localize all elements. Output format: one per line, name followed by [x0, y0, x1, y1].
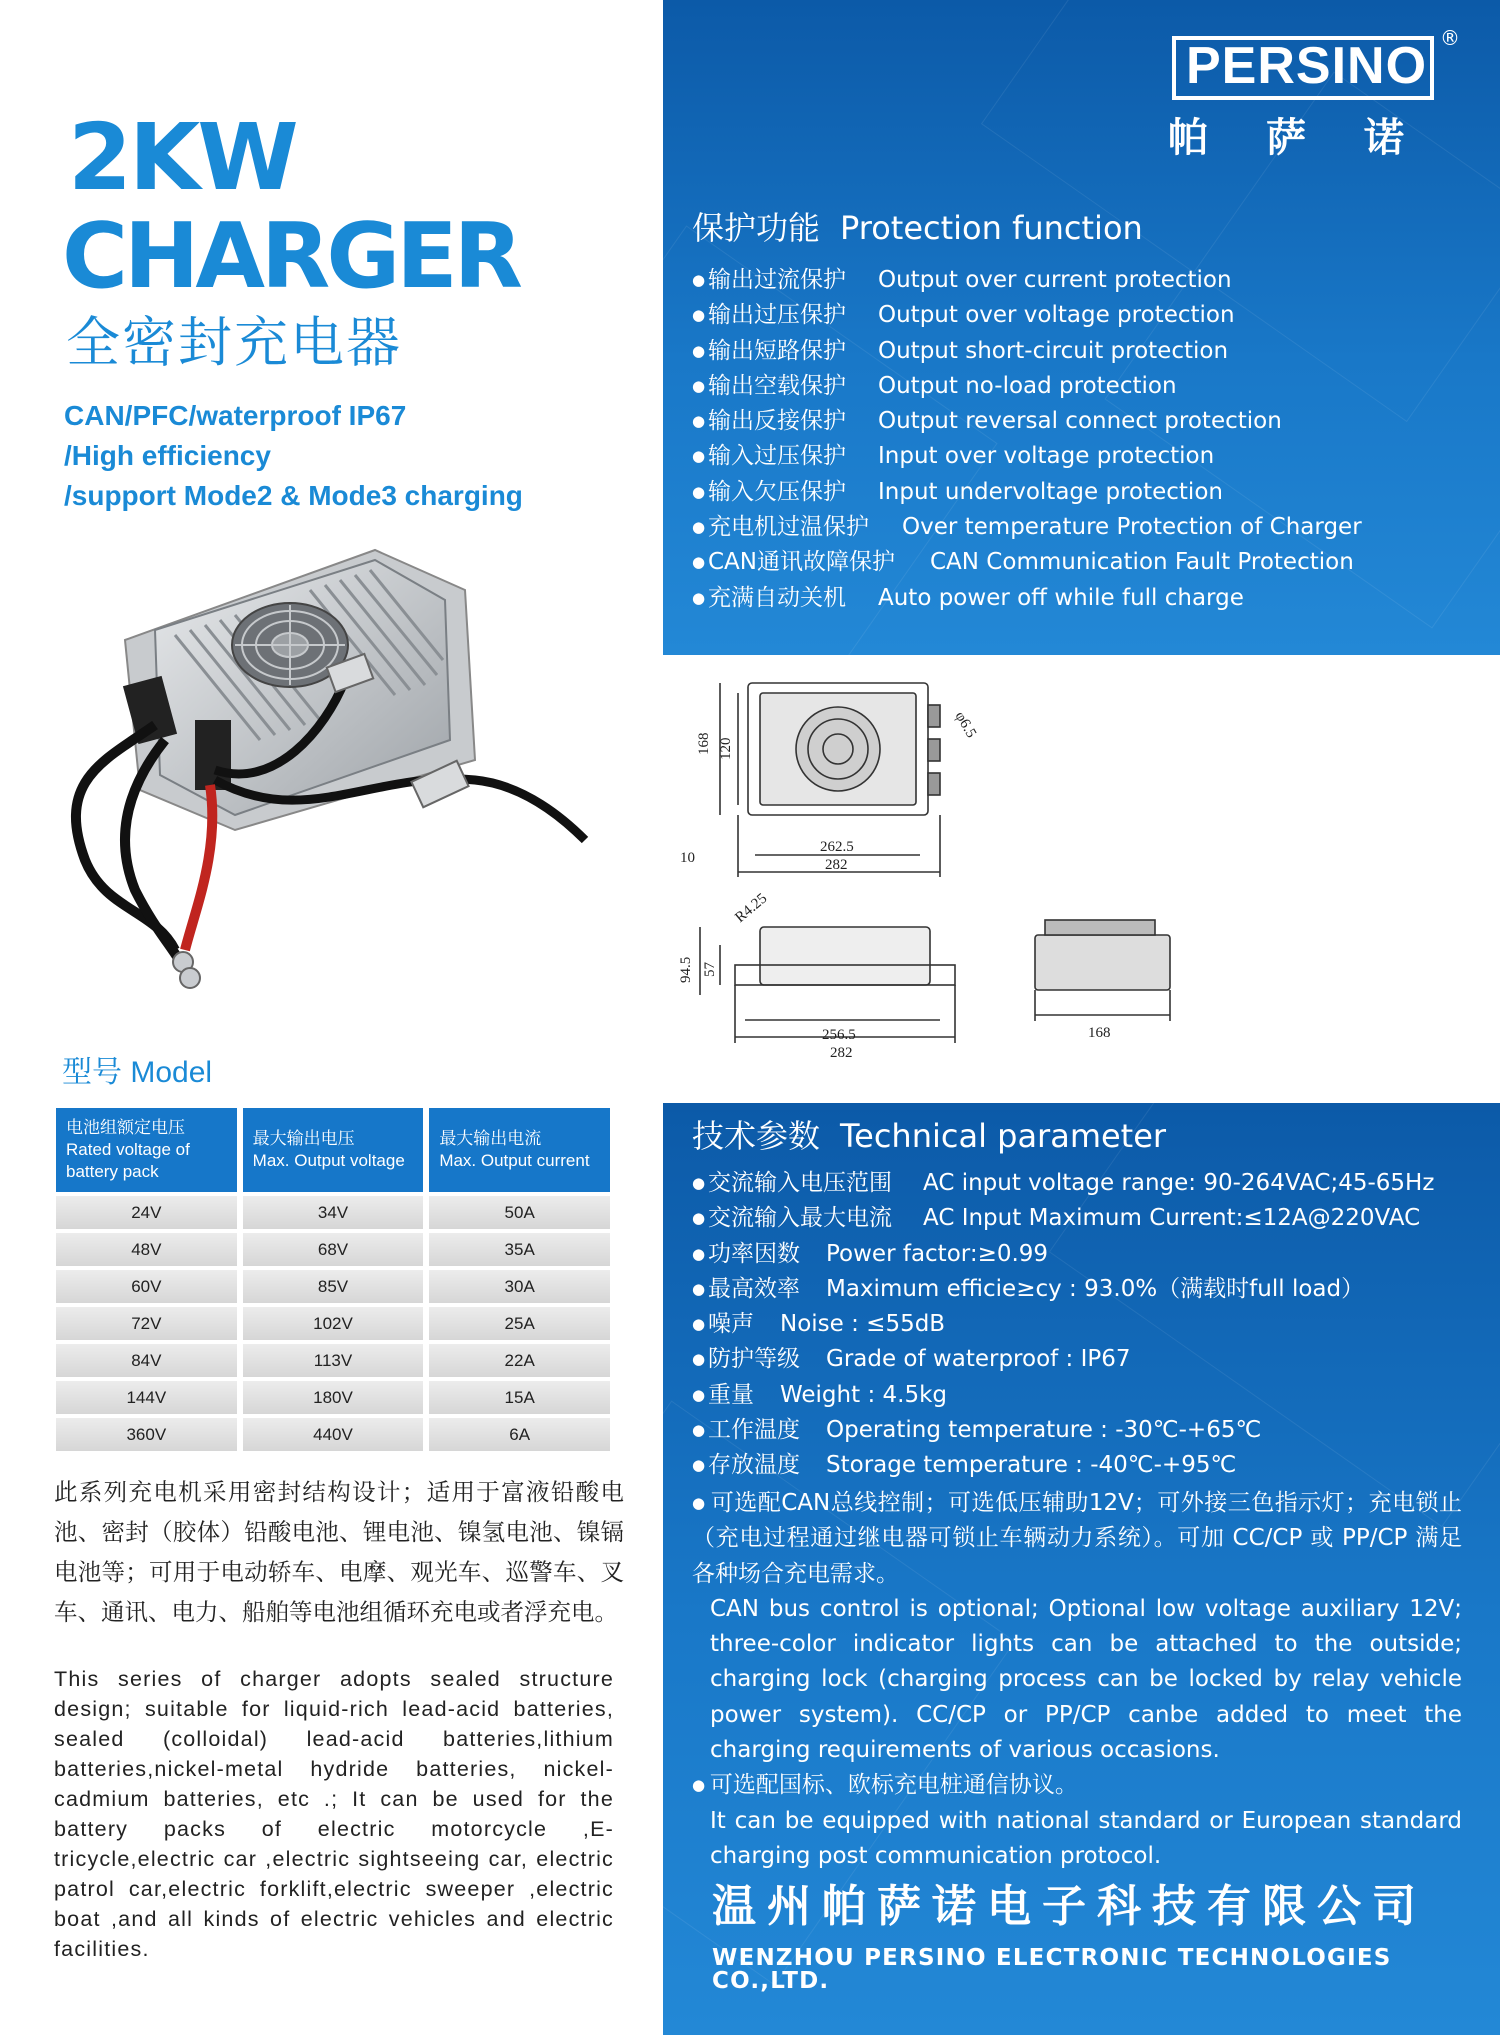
dim-side-w-outer: 282	[830, 1045, 853, 1061]
list-item	[692, 581, 1362, 616]
page-title-line1: 2KW	[68, 104, 296, 211]
item-label-en: Output no-load protection	[878, 372, 1177, 399]
bullet-icon: ●	[692, 1209, 706, 1228]
list-item	[692, 1448, 1434, 1483]
col-header-rated-voltage: 电池组额定电压 Rated voltage of battery pack	[56, 1108, 237, 1192]
technical-options	[692, 1486, 1462, 1874]
list-item	[692, 1272, 1434, 1307]
list-item	[692, 263, 1362, 298]
list-item	[692, 404, 1362, 439]
bullet-icon: ●	[692, 306, 706, 325]
page-title-line2: CHARGER	[62, 204, 519, 309]
table-cell: 144V	[56, 1381, 237, 1414]
list-item	[692, 298, 1362, 333]
left-column	[0, 0, 645, 2035]
item-label-en: Input over voltage protection	[878, 443, 1215, 470]
table-cell: 102V	[243, 1307, 424, 1340]
table-cell: 180V	[243, 1381, 424, 1414]
table-cell: 113V	[243, 1344, 424, 1377]
description-cn: 此系列充电机采用密封结构设计；适用于富液铅酸电池、密封（胶体）铅酸电池、锂电池、镍氢电池、镍镉电池等；可用于电动轿车、电摩、观光车、巡警车、叉车、通讯、电力、船舶等电池组循环充电或者浮充电。	[54, 1478, 624, 1626]
dim-side-radius: R4.25	[732, 890, 771, 927]
bullet-icon: ●	[692, 1421, 706, 1440]
bullet-icon: ●	[692, 447, 706, 466]
dim-side-w-inner: 256.5	[822, 1027, 856, 1043]
bullet-icon: ●	[692, 482, 706, 501]
item-label-en: Power factor:≥0.99	[826, 1240, 1049, 1267]
company-name-en: WENZHOU PERSINO ELECTRONIC TECHNOLOGIES CO.,LTD.	[712, 1945, 1392, 1994]
item-label-en: Maximum efficie≥cy : 93.0%（满载时full load）	[826, 1275, 1365, 1302]
subtitle-line: /support Mode2 & Mode3 charging	[64, 480, 523, 511]
company-name-cn: 温州帕萨诺电子科技有限公司	[712, 1881, 1427, 1932]
list-item	[692, 545, 1362, 580]
col-header-max-voltage: 最大输出电压 Max. Output voltage	[243, 1108, 424, 1192]
table-cell: 35A	[429, 1233, 610, 1266]
brand-name-cn: 帕萨诺	[1168, 115, 1462, 161]
table-cell: 360V	[56, 1418, 237, 1451]
standard-en: It can be equipped with national standard or European standard charging post communication protocol.	[710, 1807, 1462, 1869]
item-label-cn: 防护等级	[708, 1346, 800, 1373]
item-label-cn: 交流输入电压范围	[708, 1170, 892, 1196]
bullet-icon: ●	[692, 518, 706, 537]
bullet-icon: ●	[692, 1244, 706, 1263]
dim-top-offset: 10	[680, 850, 695, 866]
bullet-icon: ●	[692, 588, 706, 607]
dim-top-h-outer: 168	[696, 732, 712, 755]
item-label-cn: 输入过压保护	[708, 443, 846, 470]
item-label-cn: 充满自动关机	[708, 584, 846, 611]
page-title-cn: 全密封充电器	[66, 311, 402, 374]
item-label-cn: 工作温度	[708, 1417, 800, 1444]
description-en: This series of charger adopts sealed structure design; suitable for liquid-rich lead-acid batteries, sealed (colloidal) lead-acid batteries,lithium batteries,nickel-metal hydride batteries, nickel-cadmium batteries, etc .; It can be used for the battery packs of electric motorcycle ,E-tricycle,electric car ,electric sightseeing car, electric patrol car,electric forklift,electric sweeper ,electric boat ,and all kinds of electric vehicles and electric facilities.	[54, 1667, 614, 1961]
bullet-icon: ●	[692, 1174, 706, 1192]
item-label-en: AC Input Maximum Current:≤12A@220VAC	[923, 1205, 1421, 1232]
table-cell: 48V	[56, 1233, 237, 1266]
table-row	[56, 1196, 610, 1229]
standard-cn: ● 可选配国标、欧标充电桩通信协议。	[692, 1772, 1078, 1799]
table-cell: 30A	[429, 1270, 610, 1303]
item-label-cn: 输出过压保护	[708, 302, 846, 329]
table-cell: 84V	[56, 1344, 237, 1377]
dimension-drawings	[650, 665, 1500, 1095]
subtitle-line: CAN/PFC/waterproof IP67	[64, 400, 407, 431]
item-label-cn: 输出空载保护	[708, 372, 846, 399]
dim-top-h-inner: 120	[718, 737, 734, 760]
item-label-cn: 输出反接保护	[708, 408, 846, 435]
table-header-row	[56, 1108, 610, 1192]
table-cell: 440V	[243, 1418, 424, 1451]
item-label-cn: 充电机过温保护	[708, 514, 869, 541]
item-label-en: Operating temperature : -30℃-+65℃	[826, 1417, 1262, 1444]
item-label-cn: 输出过流保护	[708, 267, 846, 293]
item-label-en: Input undervoltage protection	[878, 478, 1223, 505]
item-label-cn: 噪声	[708, 1311, 754, 1338]
table-row	[56, 1233, 610, 1266]
list-item	[692, 1166, 1434, 1201]
item-label-cn: 功率因数	[708, 1240, 800, 1267]
list-item	[692, 369, 1362, 404]
item-label-en: AC input voltage range: 90-264VAC;45-65Hz	[923, 1170, 1435, 1196]
table-row	[56, 1307, 610, 1340]
bullet-icon: ●	[692, 1456, 706, 1475]
bullet-icon: ●	[692, 1350, 706, 1369]
list-item	[692, 1342, 1434, 1377]
bullet-icon: ●	[692, 1315, 706, 1334]
model-table	[50, 1104, 616, 1455]
table-cell: 72V	[56, 1307, 237, 1340]
item-label-cn: 输入欠压保护	[708, 478, 846, 505]
table-cell: 34V	[243, 1196, 424, 1229]
item-label-cn: 存放温度	[708, 1452, 800, 1479]
bullet-icon: ●	[692, 1279, 706, 1298]
item-label-en: CAN Communication Fault Protection	[930, 549, 1354, 576]
table-cell: 60V	[56, 1270, 237, 1303]
item-label-en: Grade of waterproof : IP67	[826, 1346, 1131, 1373]
brand-logo	[1172, 36, 1434, 100]
item-label-en: Storage temperature : -40℃-+95℃	[826, 1452, 1237, 1479]
protection-title: 保护功能 Protection function	[692, 209, 1143, 247]
bullet-icon: ●	[692, 553, 706, 572]
bullet-icon: ●	[692, 376, 706, 395]
technical-title: 技术参数 Technical parameter	[692, 1117, 1167, 1155]
subtitle-line: /High efficiency	[64, 440, 271, 471]
table-cell: 15A	[429, 1381, 610, 1414]
list-item	[692, 1413, 1434, 1448]
technical-list	[692, 1166, 1434, 1484]
model-section-title: 型号 Model	[62, 1056, 213, 1089]
list-item	[692, 475, 1362, 510]
col-header-max-current: 最大输出电流 Max. Output current	[429, 1108, 610, 1192]
item-label-cn: 重量	[708, 1381, 754, 1408]
table-cell: 85V	[243, 1270, 424, 1303]
item-label-cn: 最高效率	[708, 1275, 800, 1302]
item-label-en: Output short-circuit protection	[878, 337, 1229, 364]
table-cell: 68V	[243, 1233, 424, 1266]
item-label-cn: CAN通讯故障保护	[708, 549, 895, 576]
registered-mark: ®	[1440, 26, 1460, 50]
dim-top-w-inner: 262.5	[820, 839, 854, 855]
table-cell: 22A	[429, 1344, 610, 1377]
item-label-en: Auto power off while full charge	[878, 584, 1244, 611]
table-cell: 6A	[429, 1418, 610, 1451]
dim-top-w-outer: 282	[825, 857, 848, 873]
protection-list	[692, 263, 1362, 616]
item-label-en: Output over voltage protection	[878, 302, 1235, 329]
table-row	[56, 1418, 610, 1451]
list-item	[692, 1378, 1434, 1413]
bullet-icon: ●	[692, 271, 706, 289]
table-cell: 50A	[429, 1196, 610, 1229]
dim-side-h-outer: 94.5	[678, 956, 694, 983]
table-cell: 24V	[56, 1196, 237, 1229]
option-en: CAN bus control is optional; Optional low voltage auxiliary 12V; three-color indicator lights can be attached to the outside; charging lock (charging process can be locked by relay vehicle power system). CC/CP or PP/CP canbe added to meet the charging requirements of various occasions.	[710, 1595, 1462, 1764]
table-row	[56, 1344, 610, 1377]
bullet-icon: ●	[692, 412, 706, 431]
item-label-en: Output reversal connect protection	[878, 408, 1282, 435]
option-cn: ● 可选配CAN总线控制；可选低压辅助12V；可外接三色指示灯；充电锁止（充电过程通过继电器可锁止车辆动力系统）。可加 CC/CP 或 PP/CP 满足各种场合充电需求。	[692, 1490, 1463, 1587]
item-label-cn: 交流输入最大电流	[708, 1205, 892, 1232]
list-item	[692, 334, 1362, 369]
dim-top-hole: φ6.5	[951, 709, 980, 741]
list-item	[692, 1237, 1434, 1272]
bullet-icon: ●	[692, 1385, 706, 1404]
item-label-en: Weight : 4.5kg	[780, 1381, 947, 1408]
dim-side-h-inner: 57	[702, 962, 718, 977]
item-label-cn: 输出短路保护	[708, 337, 846, 364]
item-label-en: Output over current protection	[878, 267, 1232, 293]
table-row	[56, 1270, 610, 1303]
brand-logo-text: PERSINO	[1186, 37, 1428, 95]
table-row	[56, 1381, 610, 1414]
list-item	[692, 439, 1362, 474]
dim-end-w: 168	[1088, 1025, 1111, 1041]
item-label-en: Over temperature Protection of Charger	[902, 514, 1362, 541]
list-item	[692, 1307, 1434, 1342]
list-item	[692, 510, 1362, 545]
bullet-icon: ●	[692, 341, 706, 360]
item-label-en: Noise : ≤55dB	[780, 1311, 946, 1338]
charger-product-image	[45, 530, 625, 1010]
list-item	[692, 1201, 1434, 1236]
table-cell: 25A	[429, 1307, 610, 1340]
